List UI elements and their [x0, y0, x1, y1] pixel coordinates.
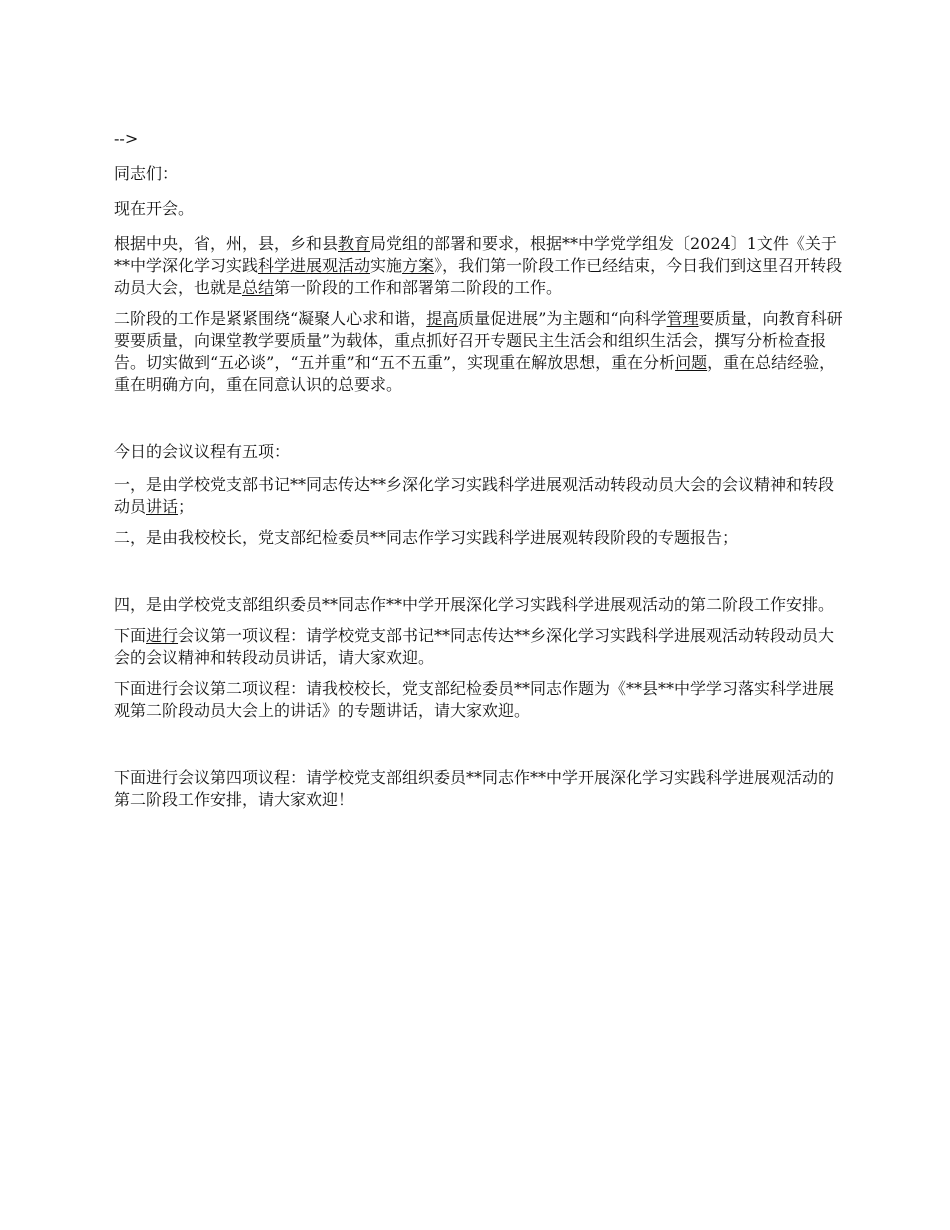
paragraph-background: [114, 233, 844, 299]
paragraph-second-phase: [114, 308, 844, 396]
text-segment: 第一阶段的工作和部署第二阶段的工作。: [274, 278, 563, 297]
agenda-item-2: 二，是由我校校长，党支部纪检委员**同志作学习实践科学进展观转段阶段的专题报告；: [114, 528, 739, 547]
link-problem[interactable]: 问题: [675, 353, 708, 372]
link-speech[interactable]: 讲话: [146, 497, 179, 516]
comment-marker: -->: [114, 129, 139, 148]
text-segment: ；: [178, 497, 195, 516]
agenda-step-1: [114, 625, 844, 669]
text-segment: 》，我们第一阶段工作已经结束，今日我们到这里召开转段动员大会，也就是: [114, 256, 843, 297]
link-management[interactable]: 管理: [666, 309, 699, 328]
agenda-item-4: 四，是由学校党支部组织委员**同志作**中学开展深化学习实践科学进展观活动的第二阶段工作安排。: [114, 595, 835, 614]
agenda-step-4: 下面进行会议第四项议程：请学校党支部组织委员**同志作**中学开展深化学习实践科学进展观活动的第二阶段工作安排，请大家欢迎！: [114, 768, 835, 809]
text-segment: 会议第一项议程：请学校党支部书记**同志传达**乡深化学习实践科学进展观活动转段动员大会的会议精神和转段动员讲话，请大家欢迎。: [114, 626, 835, 667]
text-segment: 局党组的部署和要求，根据**中学党学组发〔2024〕1文件《关于**中学深化学习实践: [114, 234, 837, 275]
agenda-step-2: 下面进行会议第二项议程：请我校校长，党支部纪检委员**同志作题为《**县**中学学习落实科学进展观第二阶段动员大会上的讲话》的专题讲话，请大家欢迎。: [114, 679, 835, 720]
text-segment: 要质量，向教育科研要要质量，向课堂教学要质量”为载体，重点抓好召开专题民主生活会和组织生活会，撰写分析检查报告。切实做到“五必谈”，“五并重”和“五不五重”，实现重在解放思想，重在分析: [114, 309, 843, 372]
text-segment: ，重在总结经验，重在明确方向，重在同意认识的总要求。: [114, 353, 836, 394]
greeting: 同志们：: [114, 164, 179, 183]
agenda-item-1: [114, 474, 844, 518]
text-segment: 实施: [370, 256, 403, 275]
agenda-intro: 今日的会议议程有五项：: [114, 442, 291, 461]
text-segment: 根据中央，省，州，县，乡和县: [114, 234, 339, 253]
link-proceed[interactable]: 进行: [146, 626, 179, 645]
link-plan[interactable]: 方案: [402, 256, 435, 275]
opening-line: 现在开会。: [114, 199, 195, 218]
document-body: [114, 128, 844, 811]
text-segment: 一，是由学校党支部书记**同志传达**乡深化学习实践科学进展观活动转段动员大会的会议精神和转段动员: [114, 475, 835, 516]
link-summary[interactable]: 总结: [242, 278, 275, 297]
text-segment: 二阶段的工作是紧紧围绕“凝聚人心求和谐，: [114, 309, 427, 328]
text-segment: 质量促进展”为主题和“向科学: [458, 309, 667, 328]
text-segment: 下面: [114, 626, 147, 645]
link-scientific-development[interactable]: 科学进展观活动: [258, 256, 371, 275]
link-improve[interactable]: 提高: [426, 309, 459, 328]
link-education[interactable]: 教育: [338, 234, 371, 253]
